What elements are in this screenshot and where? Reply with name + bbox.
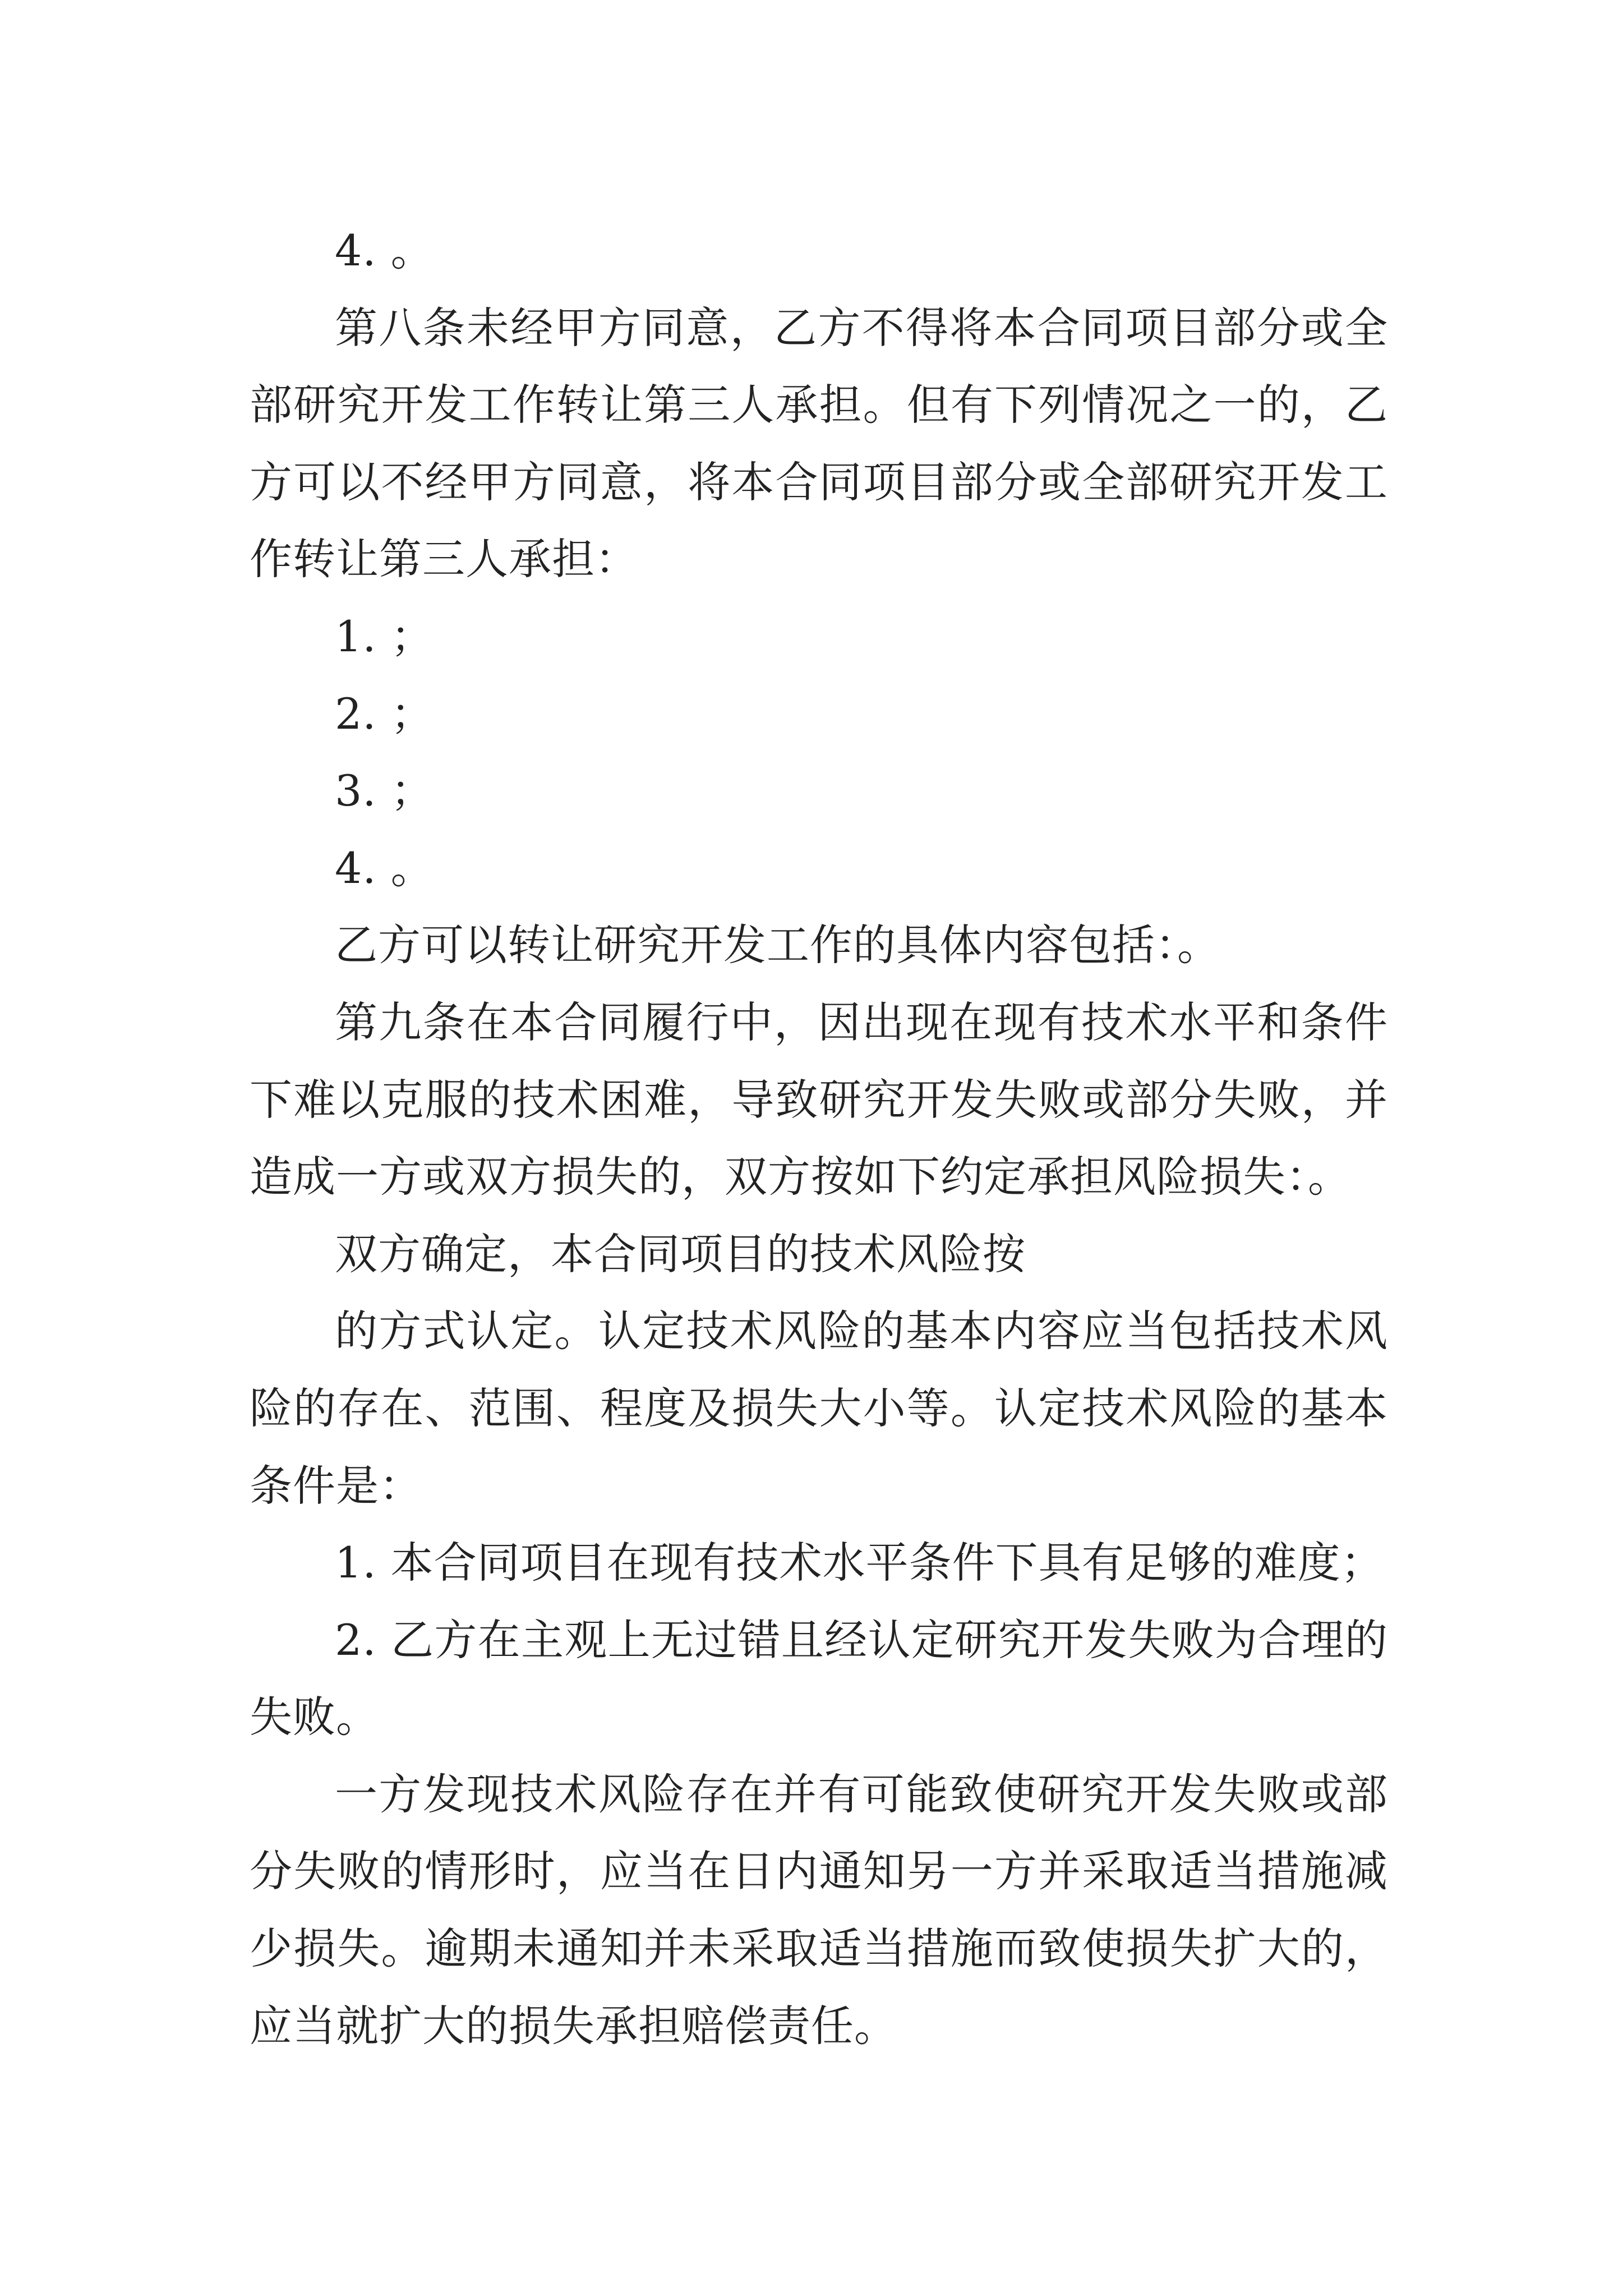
article-8-paragraph: 第八条未经甲方同意，乙方不得将本合同项目部分或全部研究开发工作转让第三人承担。但有下列情况之一的，乙方可以不经甲方同意，将本合同项目部分或全部研究开发工作转让第三人承担： [250,302,1388,585]
risk-determination-paragraph: 的方式认定。认定技术风险的基本内容应当包括技术风险的存在、范围、程度及损失大小等。认定技术风险的基本条件是： [250,1306,1388,1511]
list-item-3: 3. ； [335,766,434,816]
condition-item-1: 1. 本合同项目在现有技术水平条件下具有足够的难度； [335,1538,1384,1588]
list-item-1: 1. ； [335,611,434,661]
transfer-content-paragraph: 乙方可以转让研究开发工作的具体内容包括：。 [335,920,1220,970]
list-item-4-end: 4. 。 [335,226,434,275]
document-body [250,212,1388,2064]
risk-notification-paragraph: 一方发现技术风险存在并有可能致使研究开发失败或部分失败的情形时，应当在日内通知另一方并采取适当措施减少损失。逾期未通知并未采取适当措施而致使损失扩大的，应当就扩大的损失承担赔偿责任。 [250,1769,1388,2051]
risk-method-paragraph: 双方确定，本合同项目的技术风险按 [335,1228,1026,1279]
list-item-4: 4. 。 [335,843,434,893]
article-9-paragraph: 第九条在本合同履行中，因出现在现有技术水平和条件下难以克服的技术困难，导致研究开发失败或部分失败，并造成一方或双方损失的，双方按如下约定承担风险损失：。 [250,997,1388,1202]
list-item-2: 2. ； [335,688,434,739]
condition-item-2: 2. 乙方在主观上无过错且经认定研究开发失败为合理的失败。 [250,1614,1388,1742]
